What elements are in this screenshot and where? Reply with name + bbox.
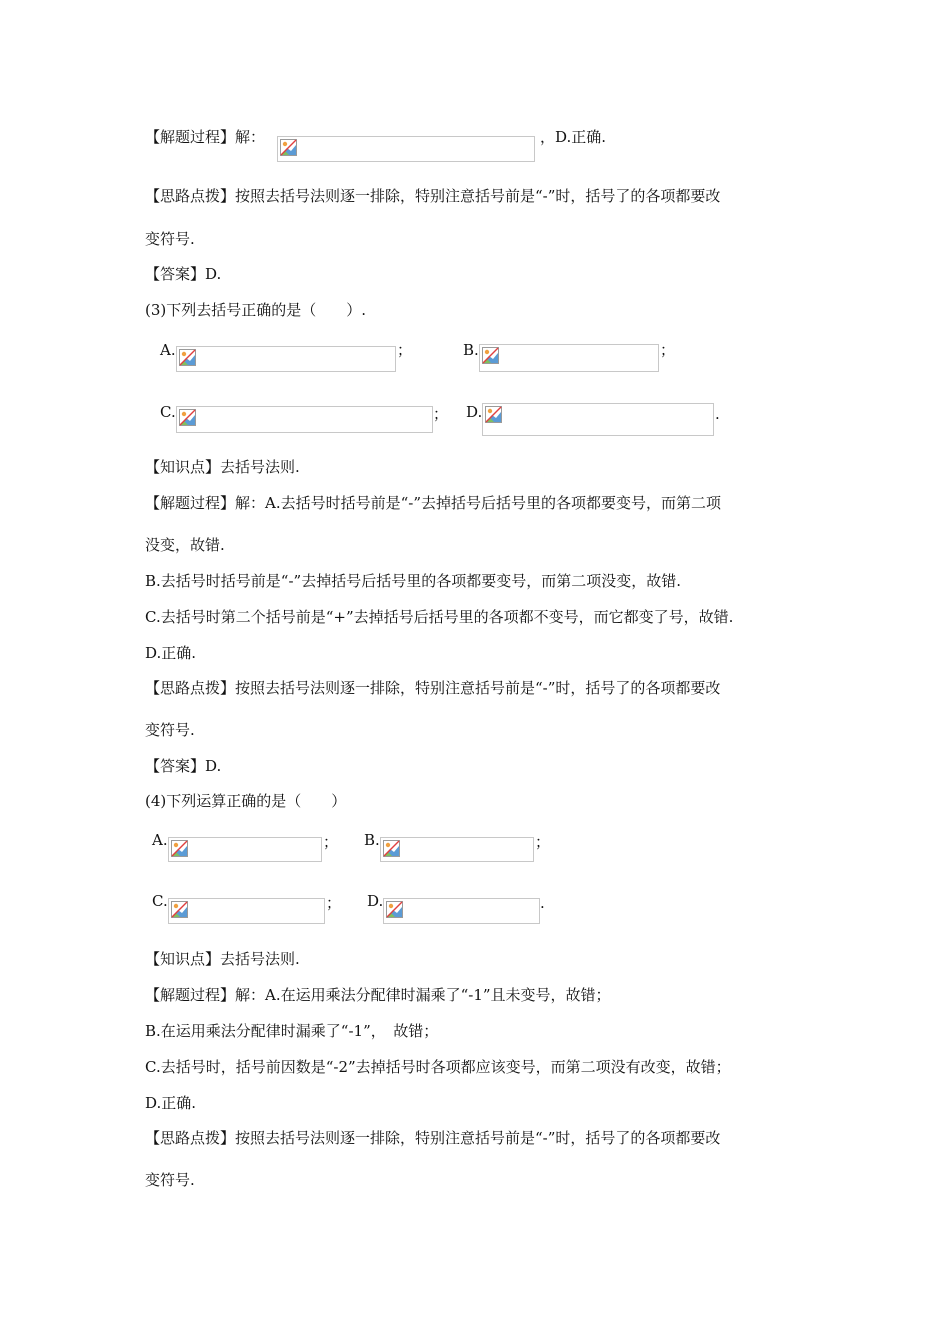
broken-image-icon xyxy=(485,406,502,423)
option-d-label: D. xyxy=(367,892,384,910)
option-c-image xyxy=(176,406,433,433)
separator: ； xyxy=(323,833,339,851)
knowledge-point: 【知识点】去括号法则. xyxy=(145,950,300,968)
broken-image-icon xyxy=(386,901,403,918)
question-4: (4)下列运算正确的是（ ） xyxy=(145,792,347,810)
solution-line-1: 【解题过程】解：A.在运用乘法分配律时漏乘了“-1”且未变号，故错； xyxy=(145,986,611,1004)
separator: ； xyxy=(397,341,413,359)
option-a-image xyxy=(168,837,322,862)
option-c-label: C. xyxy=(160,403,176,421)
option-b-label: B. xyxy=(364,831,380,849)
option-b-image xyxy=(380,837,534,862)
option-a-label: A. xyxy=(152,831,168,849)
option-c-image xyxy=(168,898,325,924)
answer: 【答案】D. xyxy=(145,265,222,283)
separator: ； xyxy=(535,833,551,851)
broken-image-icon xyxy=(171,901,188,918)
option-c-explanation: C.去括号时，括号前因数是“-2”去掉括号时各项都应该变号，而第二项没有改变，故错； xyxy=(145,1058,731,1076)
option-b-explanation: B.在运用乘法分配律时漏乘了“-1”， 故错； xyxy=(145,1022,439,1040)
option-c-explanation: C.去括号时第二个括号前是“+”去掉括号后括号里的各项都不变号，而它都变了号，故错. xyxy=(145,608,734,626)
answer: 【答案】D. xyxy=(145,757,222,775)
broken-image-icon xyxy=(179,349,196,366)
broken-image-icon xyxy=(280,139,297,156)
option-d-image xyxy=(482,403,714,436)
solution-line-2: 没变，故错. xyxy=(145,536,225,554)
broken-image-icon xyxy=(482,347,499,364)
hint-line-2: 变符号. xyxy=(145,1171,195,1189)
formula-image xyxy=(277,136,535,162)
option-a-image xyxy=(176,346,396,372)
period: . xyxy=(715,405,720,423)
hint-line-1: 【思路点拨】按照去括号法则逐一排除，特别注意括号前是“-”时，括号了的各项都要改 xyxy=(145,187,721,205)
hint-line-1: 【思路点拨】按照去括号法则逐一排除，特别注意括号前是“-”时，括号了的各项都要改 xyxy=(145,1129,721,1147)
hint-line-1: 【思路点拨】按照去括号法则逐一排除，特别注意括号前是“-”时，括号了的各项都要改 xyxy=(145,679,721,697)
option-d-explanation: D.正确. xyxy=(145,644,197,662)
period: . xyxy=(540,894,545,912)
separator: ； xyxy=(660,341,676,359)
solution-tail: ，D.正确. xyxy=(540,128,607,146)
option-b-label: B. xyxy=(463,341,479,359)
solution-label: 【解题过程】解： xyxy=(145,128,266,146)
broken-image-icon xyxy=(171,840,188,857)
separator: ； xyxy=(433,405,449,423)
hint-line-2: 变符号. xyxy=(145,721,195,739)
broken-image-icon xyxy=(179,409,196,426)
question-3: (3)下列去括号正确的是（ ）. xyxy=(145,301,367,319)
option-b-explanation: B.去括号时括号前是“-”去掉括号后括号里的各项都要变号，而第二项没变，故错. xyxy=(145,572,681,590)
option-d-image xyxy=(383,898,540,924)
option-d-explanation: D.正确. xyxy=(145,1094,197,1112)
knowledge-point: 【知识点】去括号法则. xyxy=(145,458,300,476)
solution-line-1: 【解题过程】解：A.去括号时括号前是“-”去掉括号后括号里的各项都要变号，而第二项 xyxy=(145,494,722,512)
separator: ； xyxy=(326,894,342,912)
hint-line-2: 变符号. xyxy=(145,230,195,248)
option-d-label: D. xyxy=(466,403,483,421)
broken-image-icon xyxy=(383,840,400,857)
option-a-label: A. xyxy=(160,341,176,359)
option-b-image xyxy=(479,344,659,372)
option-c-label: C. xyxy=(152,892,168,910)
